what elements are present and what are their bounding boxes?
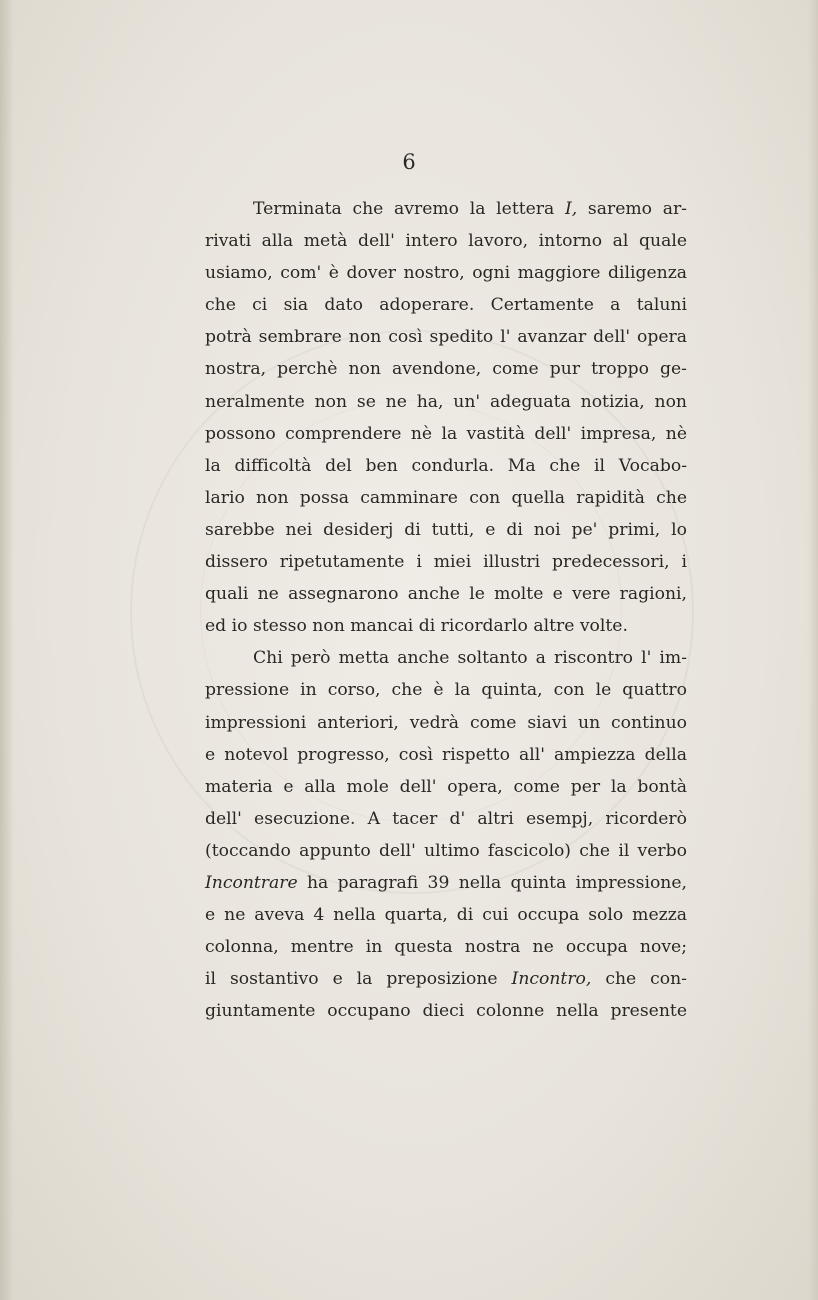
text-line: giuntamente occupano dieci colonne nella presente xyxy=(205,1001,687,1022)
text-line: nostra, perchè non avendone, come pur troppo ge- xyxy=(205,359,687,380)
text-line: dell' esecuzione. A tacer d' altri esempj, ricorderò xyxy=(205,808,687,829)
text-line: materia e alla mole dell' opera, come per la bontà xyxy=(205,776,687,797)
italic-word: Incontrare xyxy=(205,872,298,893)
page-number: 6 xyxy=(402,150,416,174)
text-line: (toccando appunto dell' ultimo fascicolo) che il verbo xyxy=(205,840,687,861)
italic-word: I, xyxy=(564,199,578,219)
text-line: dissero ripetutamente i miei illustri predecessori, i xyxy=(205,552,687,573)
text-line: possono comprendere nè la vastità dell' impresa, nè xyxy=(205,423,687,444)
italic-word: Incontro, xyxy=(511,969,592,990)
text-line: pressione in corso, che è la quinta, con le quattro xyxy=(205,680,687,701)
page-edge-right xyxy=(808,0,818,1300)
text-line: usiamo, com' è dover nostro, ogni maggiore diligenza xyxy=(205,263,687,284)
page-edge-left xyxy=(0,0,14,1300)
text-line: impressioni anteriori, vedrà come siavi un continuo xyxy=(205,712,687,733)
text-line: la difficoltà del ben condurla. Ma che il Vocabo- xyxy=(205,455,687,476)
text-line: Terminata che avremo la lettera I, saremo ar- xyxy=(253,199,687,219)
text-line: quali ne assegnarono anche le molte e vere ragioni, xyxy=(205,584,687,605)
text-line: e ne aveva 4 nella quarta, di cui occupa solo mezza xyxy=(205,905,687,926)
text-line: Chi però metta anche soltanto a riscontro l' im- xyxy=(253,648,687,669)
body-text xyxy=(205,193,687,1027)
text-line: rivati alla metà dell' intero lavoro, intorno al quale xyxy=(205,231,687,252)
text-line-italic-incontro: il sostantivo e la preposizione Incontro, che con- xyxy=(205,969,687,990)
text-line: neralmente non se ne ha, un' adeguata notizia, non xyxy=(205,391,687,412)
text-line: e notevol progresso, così rispetto all' ampiezza della xyxy=(205,744,687,765)
text-line: ed io stesso non mancai di ricordarlo altre volte. xyxy=(205,616,628,637)
text-line: potrà sembrare non così spedito l' avanzar dell' opera xyxy=(205,327,687,348)
text-line: lario non possa camminare con quella rapidità che xyxy=(205,487,687,508)
text-line: che ci sia dato adoperare. Certamente a taluni xyxy=(205,295,687,316)
text-line: sarebbe nei desiderj di tutti, e di noi pe' primi, lo xyxy=(205,519,687,540)
text-line-italic-incontrare: Incontrare ha paragrafi 39 nella quinta impressione, xyxy=(205,872,687,893)
text-line: colonna, mentre in questa nostra ne occupa nove; xyxy=(205,937,687,958)
